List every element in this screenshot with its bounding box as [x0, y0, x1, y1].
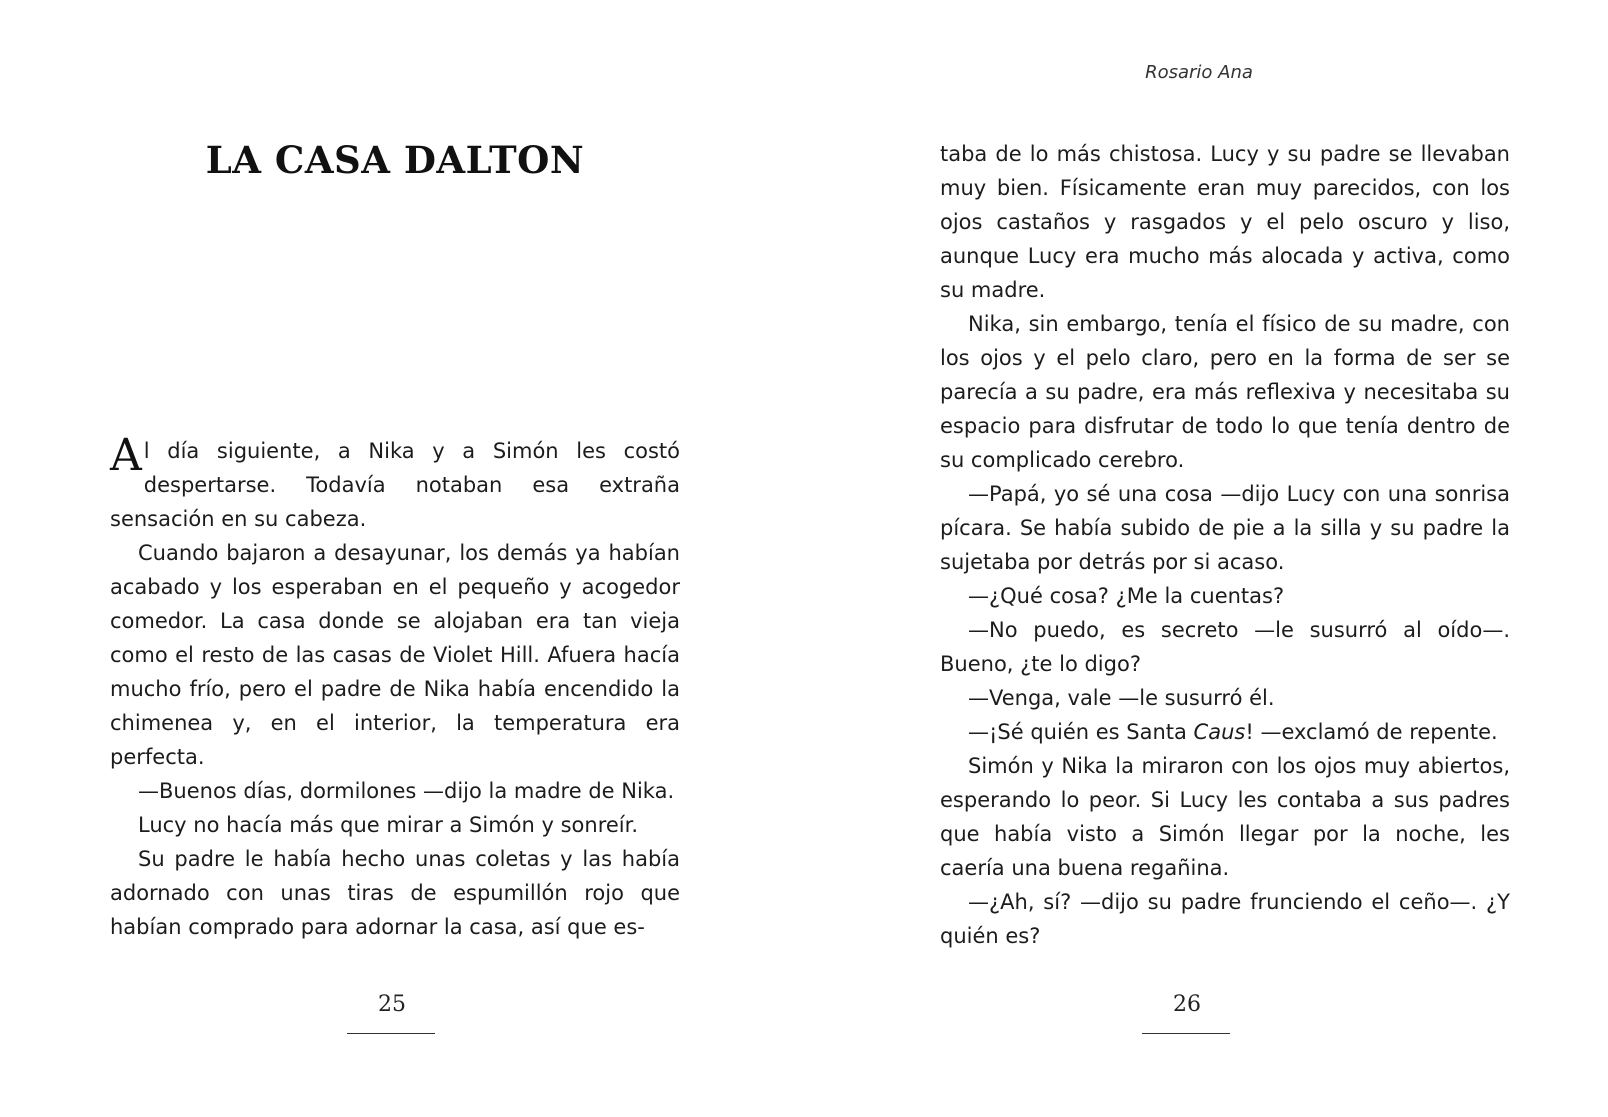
page-number-rule: [347, 1033, 435, 1034]
chapter-title: LA CASA DALTON: [205, 138, 585, 182]
page-number-rule: [1142, 1033, 1230, 1034]
right-body-text: [940, 137, 1510, 953]
drop-cap: A: [110, 430, 142, 481]
paragraph: Cuando bajaron a desayunar, los demás ya habían acabado y los esperaban en el pequeño y acogedor comedor. La casa donde se alojaban era tan vieja como el resto de las casas de Violet Hill. Afuera hacía mucho frío, pero el padre de Nika había encendido la chimenea y, en el interior, la temperatura era perfecta.: [110, 541, 680, 769]
opening-paragraph: [110, 430, 680, 536]
dialogue-line: —¿Qué cosa? ¿Me la cuentas?: [968, 584, 1285, 608]
running-head-author: Rosario Ana: [1145, 62, 1253, 83]
continued-paragraph: taba de lo más chistosa. Lucy y su padre se llevaban muy bien. Físicamente eran muy parecidos, con los ojos castaños y rasgados y el pelo oscuro y liso, aunque Lucy era mucho más alocada y activa, como su madre.: [940, 142, 1510, 302]
paragraph: Su padre le había hecho unas coletas y las había adornado con unas tiras de espumillón rojo que habían comprado para adornar la casa, así que es-: [110, 847, 680, 939]
paragraph: Nika, sin embargo, tenía el físico de su madre, con los ojos y el pelo claro, pero en la forma de ser se parecía a su padre, era más reflexiva y necesitaba su espacio para disfrutar de todo lo que tenía dentro de su complicado cerebro.: [940, 312, 1510, 472]
italic-word: Caus: [1193, 720, 1246, 744]
dialogue-line: [940, 715, 1510, 749]
right-page: [804, 0, 1608, 1117]
page-number: 26: [1173, 992, 1201, 1017]
page-number: 25: [378, 992, 406, 1017]
dialogue-line: —Venga, vale —le susurró él.: [968, 686, 1275, 710]
paragraph: Lucy no hacía más que mirar a Simón y sonreír.: [138, 813, 639, 837]
dialogue-text: ! —exclamó de repente.: [1245, 720, 1498, 744]
dialogue-line: —¿Ah, sí? —dijo su padre frunciendo el ceño—. ¿Y quién es?: [940, 890, 1510, 948]
dialogue-line: —No puedo, es secreto —le susurró al oído—. Bueno, ¿te lo digo?: [940, 618, 1510, 676]
dialogue-line: —Buenos días, dormilones —dijo la madre de Nika.: [138, 779, 675, 803]
dialogue-line: —Papá, yo sé una cosa —dijo Lucy con una sonrisa pícara. Se había subido de pie a la silla y su padre la sujetaba por detrás por si acaso.: [940, 482, 1510, 574]
paragraph-text: l día siguiente, a Nika y a Simón les costó despertarse. Todavía notaban esa extraña sensación en su cabeza.: [110, 439, 680, 531]
paragraph: Simón y Nika la miraron con los ojos muy abiertos, esperando lo peor. Si Lucy les contaba a sus padres que había visto a Simón llegar por la noche, les caería una buena regañina.: [940, 754, 1510, 880]
left-body-text: [110, 430, 680, 944]
dialogue-text: —¡Sé quién es Santa: [968, 720, 1194, 744]
